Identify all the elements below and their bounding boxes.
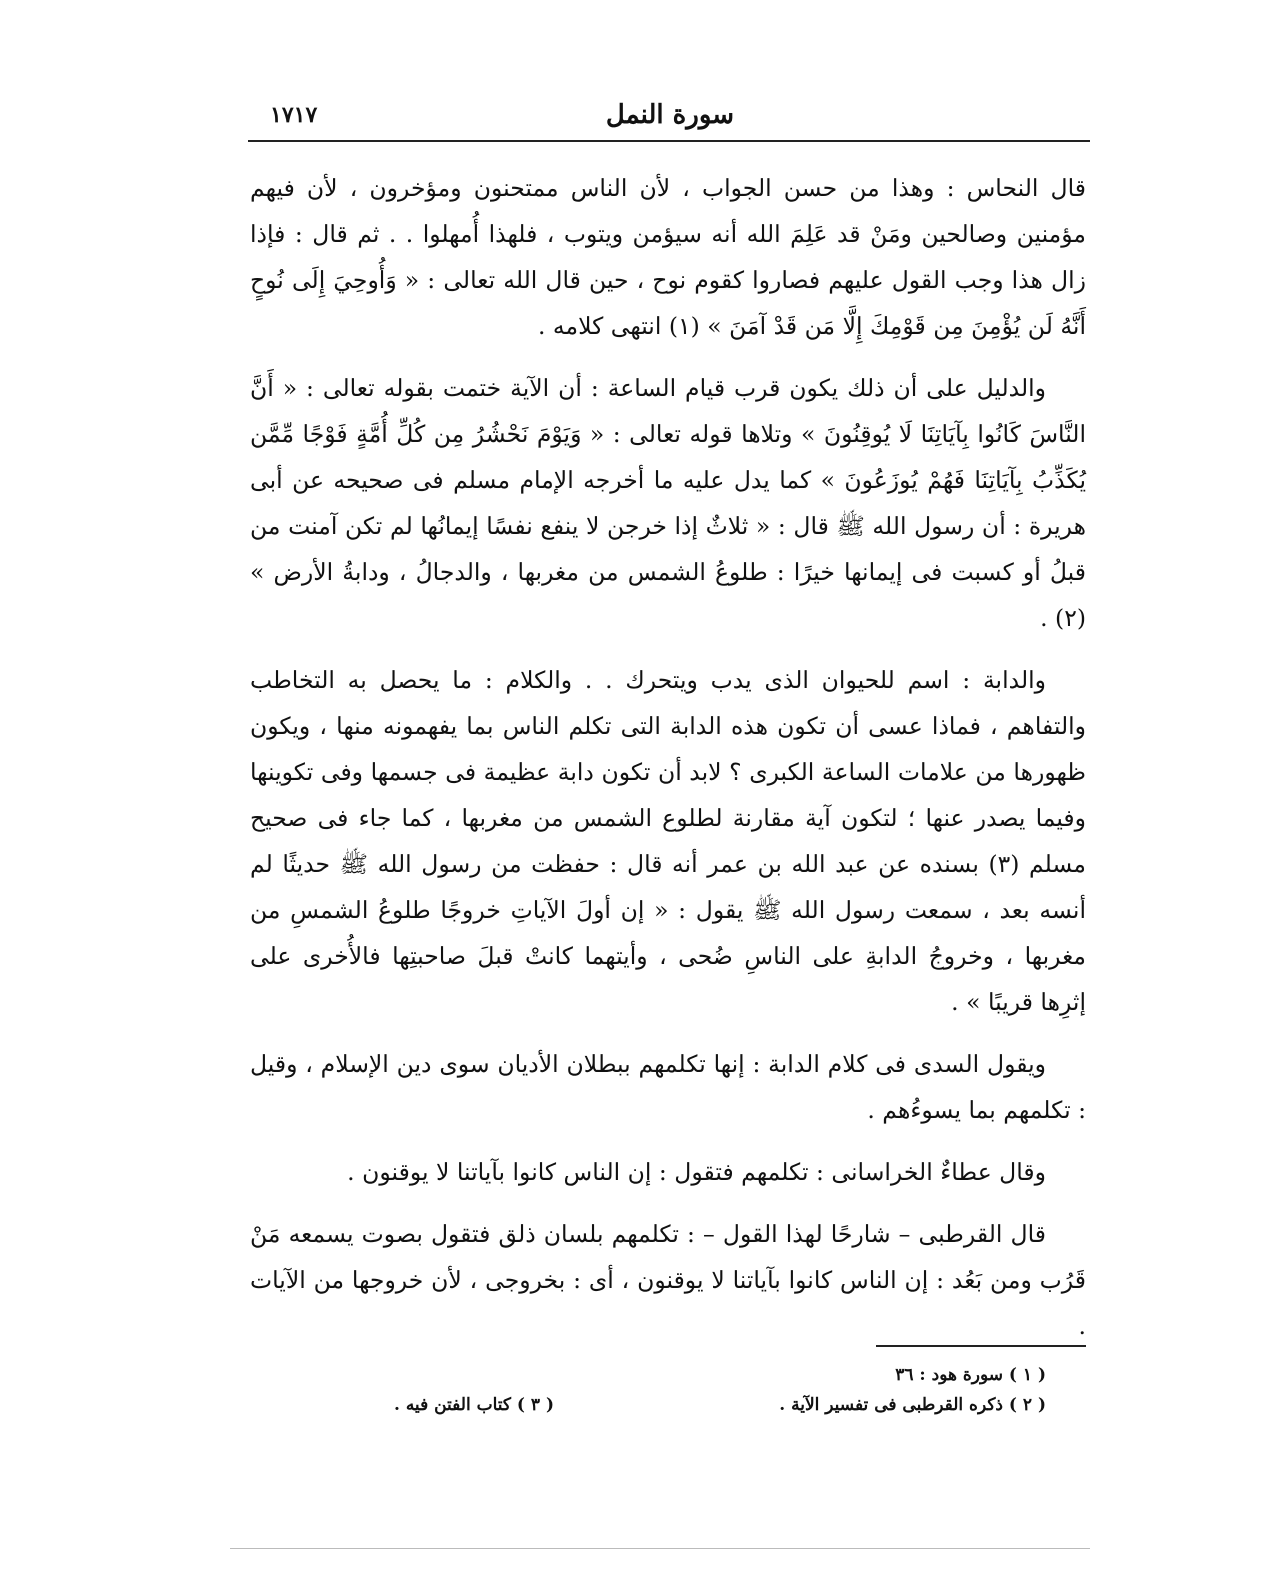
footnote-2: ( ٢ ) ذكره القرطبى فى تفسير الآية . bbox=[779, 1395, 1046, 1415]
main-text bbox=[250, 165, 1086, 1365]
paragraph-evidence: والدليل على أن ذلك يكون قرب قيام الساعة : أن الآية ختمت بقوله تعالى : « أَنَّ النَّاسَ كَانُوا بِآيَاتِنَا لَا يُوقِنُونَ » وتلاها قوله تعالى : « وَيَوْمَ نَحْشُرُ مِن كُلِّ أُمَّةٍ فَوْجًا مِّمَّن يُكَذِّبُ بِآيَاتِنَا فَهُمْ يُوزَعُونَ » كما يدل عليه ما أخرجه الإمام مسلم فى صحيحه عن أبى هريرة : أن رسول الله ﷺ قال : « ثلاثٌ إذا خرجن لا ينفع نفسًا إيمانُها لم تكن آمنت من قبلُ أو كسبت فى إيمانها خيرًا : طلوعُ الشمس من مغربها ، والدجالُ ، ودابةُ الأرض » (٢) . bbox=[250, 374, 1086, 632]
paragraph-ata: وقال عطاءٌ الخراسانى : تكلمهم فتقول : إن الناس كانوا بآياتنا لا يوقنون . bbox=[347, 1158, 1046, 1186]
surah-title: سورة النمل bbox=[605, 100, 735, 130]
paragraph-nahhas: قال النحاس : وهذا من حسن الجواب ، لأن الناس ممتحنون ومؤخرون ، لأن فيهم مؤمنين وصالحين ومَنْ قد عَلِمَ الله أنه سيؤمن ويتوب ، فلهذا أُمهلوا . . ثم قال : فإذا زال هذا وجب القول عليهم فصاروا كقوم نوح ، حين قال الله تعالى : « وَأُوحِيَ إِلَى نُوحٍ أَنَّهُ لَن يُؤْمِنَ مِن قَوْمِكَ إِلَّا مَن قَدْ آمَنَ » (١) انتهى كلامه . bbox=[250, 174, 1086, 340]
page-header bbox=[250, 100, 1090, 134]
page-number: ١٧١٧ bbox=[270, 102, 318, 128]
footnote-3: ( ٣ ) كتاب الفتن فيه . bbox=[393, 1395, 554, 1415]
paragraph-dabba: والدابة : اسم للحيوان الذى يدب ويتحرك . . والكلام : ما يحصل به التخاطب والتفاهم ، فماذا عسى أن تكون هذه الدابة التى تكلم الناس بما يفهمونه منها ، ويكون ظهورها من علامات الساعة الكبرى ؟ لابد أن تكون دابة عظيمة فى جسمها وفى تكوينها وفيما يصدر عنها ؛ لتكون آية مقارنة لطلوع الشمس من مغربها ، كما جاء فى صحيح مسلم (٣) بسنده عن عبد الله بن عمر أنه قال : حفظت من رسول الله ﷺ حديثًا لم أنسه بعد ، سمعت رسول الله ﷺ يقول : « إن أولَ الآياتِ خروجًا طلوعُ الشمسِ من مغربها ، وخروجُ الدابةِ على الناسِ ضُحى ، وأيتهما كانتْ قبلَ صاحبتِها فالأُخرى على إثرِها قريبًا » . bbox=[250, 666, 1086, 1016]
header-rule bbox=[248, 140, 1090, 142]
footnote-1: ( ١ ) سورة هود : ٣٦ bbox=[895, 1365, 1046, 1385]
paragraph-qurtubi: قال القرطبى – شارحًا لهذا القول – : تكلمهم بلسان ذلق فتقول بصوت يسمعه مَنْ قَرُب ومن بَعُد : إن الناس كانوا بآياتنا لا يوقنون ، أى : بخروجى ، لأن خروجها من الآيات . bbox=[250, 1220, 1086, 1340]
footnote-rule bbox=[876, 1345, 1086, 1347]
paragraph-suddi: ويقول السدى فى كلام الدابة : إنها تكلمهم ببطلان الأديان سوى دين الإسلام ، وقيل : تكلمهم بما يسوءُهم . bbox=[250, 1050, 1086, 1124]
scan-edge-line bbox=[230, 1548, 1090, 1549]
